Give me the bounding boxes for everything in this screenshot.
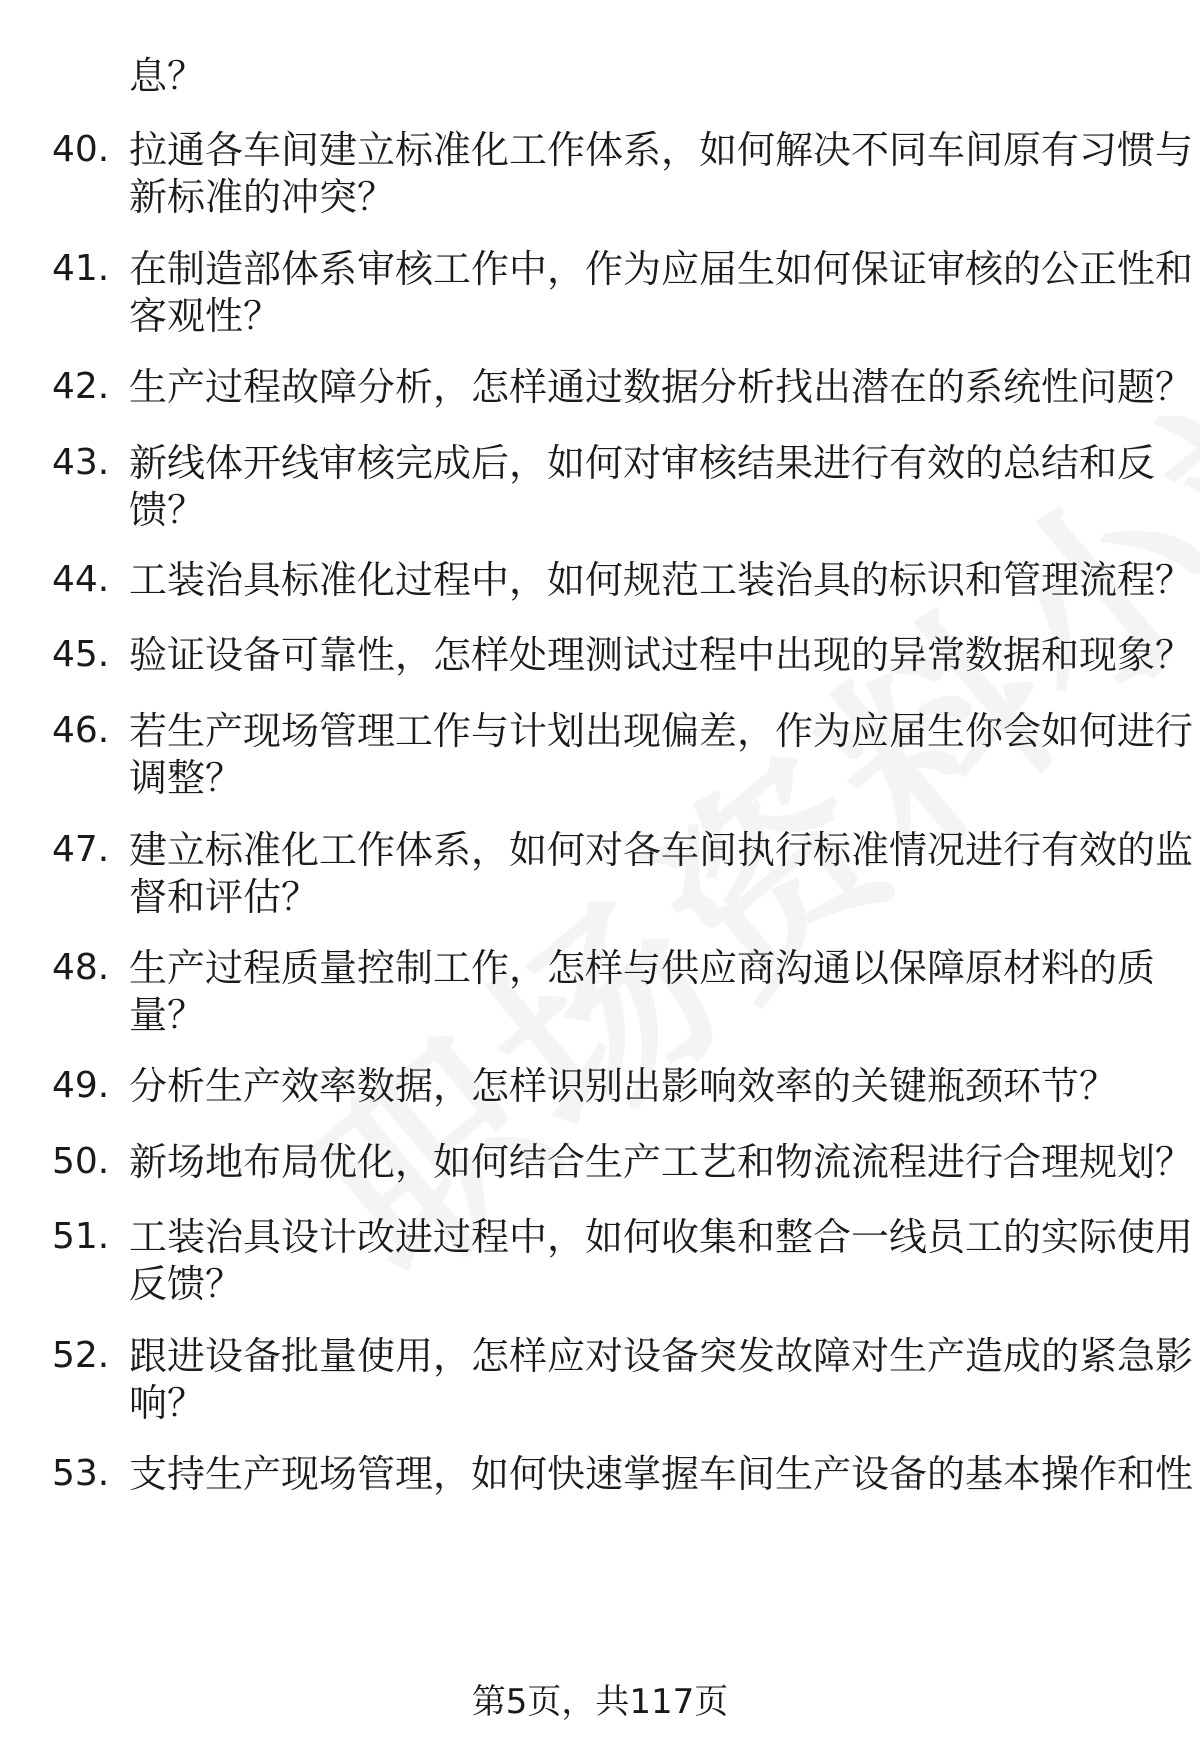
question-text-line: 响？	[129, 1381, 206, 1425]
question-number: 51.	[52, 1216, 110, 1257]
question-number: 40.	[52, 129, 110, 170]
question-text-line: 工装治具设计改进过程中，如何收集和整合一线员工的实际使用	[129, 1215, 1194, 1259]
question-text-line: 分析生产效率数据，怎样识别出影响效率的关键瓶颈环节？	[129, 1064, 1118, 1108]
question-text-line: 息？	[129, 54, 206, 98]
question-text-line: 支持生产现场管理，如何快速掌握车间生产设备的基本操作和性	[129, 1452, 1194, 1496]
question-number: 42.	[52, 366, 110, 407]
question-text-line: 生产过程故障分析，怎样通过数据分析找出潜在的系统性问题？	[129, 365, 1194, 409]
question-text-line: 量？	[129, 993, 206, 1037]
question-number: 44.	[52, 559, 110, 600]
question-text-line: 馈？	[129, 488, 206, 532]
question-text-line: 新标准的冲突？	[129, 175, 396, 219]
question-number: 52.	[52, 1335, 110, 1376]
question-text-line: 客观性？	[129, 294, 282, 338]
question-text-line: 工装治具标准化过程中，如何规范工装治具的标识和管理流程？	[129, 558, 1194, 602]
question-text-line: 验证设备可靠性，怎样处理测试过程中出现的异常数据和现象？	[129, 633, 1194, 677]
question-text-line: 若生产现场管理工作与计划出现偏差，作为应届生你会如何进行	[129, 709, 1194, 753]
question-number: 47.	[52, 829, 110, 870]
question-text-line: 反馈？	[129, 1262, 244, 1306]
question-text-line: 新线体开线审核完成后，如何对审核结果进行有效的总结和反	[129, 441, 1156, 485]
question-number: 50.	[52, 1141, 110, 1182]
question-number: 49.	[52, 1065, 110, 1106]
question-text-line: 督和评估？	[129, 875, 320, 919]
question-text-line: 建立标准化工作体系，如何对各车间执行标准情况进行有效的监	[129, 828, 1194, 872]
question-text-line: 调整？	[129, 756, 244, 800]
question-number: 46.	[52, 710, 110, 751]
question-text-line: 跟进设备批量使用，怎样应对设备突发故障对生产造成的紧急影	[129, 1334, 1194, 1378]
question-number: 41.	[52, 248, 110, 289]
question-number: 45.	[52, 634, 110, 675]
question-text-line: 生产过程质量控制工作，怎样与供应商沟通以保障原材料的质	[129, 946, 1156, 990]
question-number: 48.	[52, 947, 110, 988]
question-text-line: 在制造部体系审核工作中，作为应届生如何保证审核的公正性和	[129, 247, 1194, 291]
page-footer: 第5页，共117页	[471, 1682, 729, 1722]
question-number: 43.	[52, 442, 110, 483]
question-number: 53.	[52, 1453, 110, 1494]
question-text-line: 拉通各车间建立标准化工作体系，如何解决不同车间原有习惯与	[129, 128, 1194, 172]
question-text-line: 新场地布局优化，如何结合生产工艺和物流流程进行合理规划？	[129, 1140, 1194, 1184]
